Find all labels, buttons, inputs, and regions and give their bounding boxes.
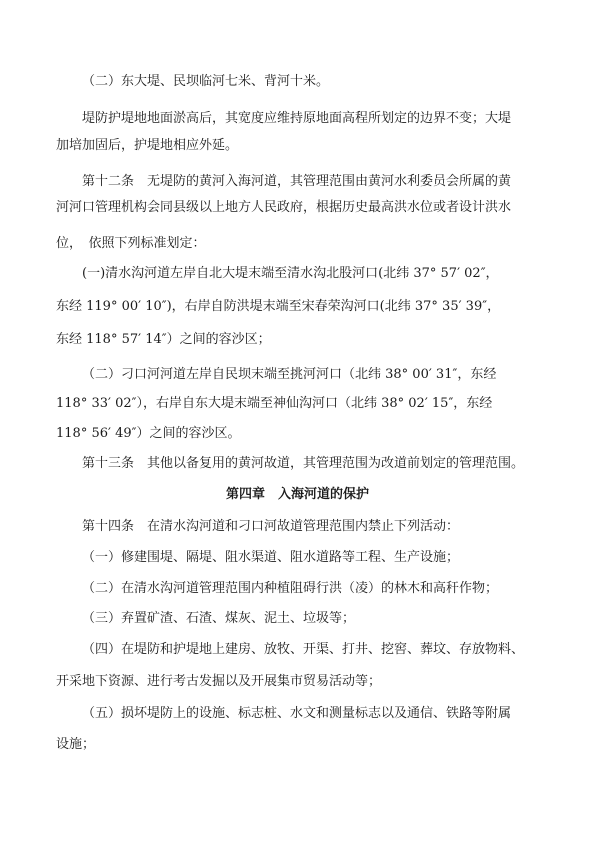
list-item: （一）修建围堤、隔堤、阻水渠道、阻水道路等工程、生产设施； (82, 550, 460, 565)
paragraph-line: 加培加固后，护堤地相应外延。 (56, 138, 239, 153)
paragraph-line: 东经 118° 57′ 14″）之间的容沙区； (56, 332, 271, 347)
article-12-line: 第十二条 无堤防的黄河入海河道，其管理范围由黄河水利委员会所属的黄 (82, 174, 512, 189)
list-item: （二）在清水沟河道管理范围内种植阻碍行洪（凌）的林木和高秆作物； (82, 581, 499, 596)
paragraph-line: (一)清水沟河道左岸自北大堤末端至清水沟北股河口(北纬 37° 57′ 02″， (82, 266, 499, 281)
list-item: （四）在堤防和护堤地上建房、放牧、开渠、打井、挖窖、葬坟、存放物料、 (82, 642, 525, 657)
paragraph-line: 河河口管理机构会同县级以上地方人民政府，根据历史最高洪水位或者设计洪水 (56, 200, 512, 215)
article-14-line: 第十四条 在清水沟河道和刁口河故道管理范围内禁止下列活动： (82, 519, 460, 534)
chapter-heading: 第四章 入海河道的保护 (225, 487, 369, 502)
paragraph-line: 堤防护堤地地面淤高后，其宽度应维持原地面高程所划定的边界不变；大堤 (82, 111, 512, 126)
paragraph-line: （二）东大堤、民坝临河七米、背河十米。 (82, 74, 330, 89)
list-item: （五）损坏堤防上的设施、标志桩、水文和测量标志以及通信、铁路等附属 (82, 706, 512, 721)
list-item: （三）弃置矿渣、石渣、煤灰、泥土、垃圾等； (82, 611, 356, 626)
paragraph-line: （二）刁口河河道左岸自民坝末端至挑河河口（北纬 38° 00′ 31″，东经 (82, 367, 497, 382)
paragraph-line: 东经 119° 00′ 10″)，右岸自防洪堤末端至宋春荣沟河口(北纬 37° 35′ 39″， (56, 299, 501, 314)
paragraph-line: 118° 33′ 02″），右岸自东大堤末端至神仙沟河口（北纬 38° 02′ 15″，东经 (56, 396, 493, 411)
paragraph-line: 开采地下资源、进行考古发掘以及开展集市贸易活动等； (56, 674, 382, 689)
paragraph-line: 118° 56′ 49″）之间的容沙区。 (56, 426, 241, 441)
article-13-line: 第十三条 其他以备复用的黄河故道，其管理范围为改道前划定的管理范围。 (82, 456, 525, 471)
paragraph-line: 设施； (56, 737, 96, 752)
paragraph-line: 位， 依照下列标准划定： (56, 236, 206, 251)
